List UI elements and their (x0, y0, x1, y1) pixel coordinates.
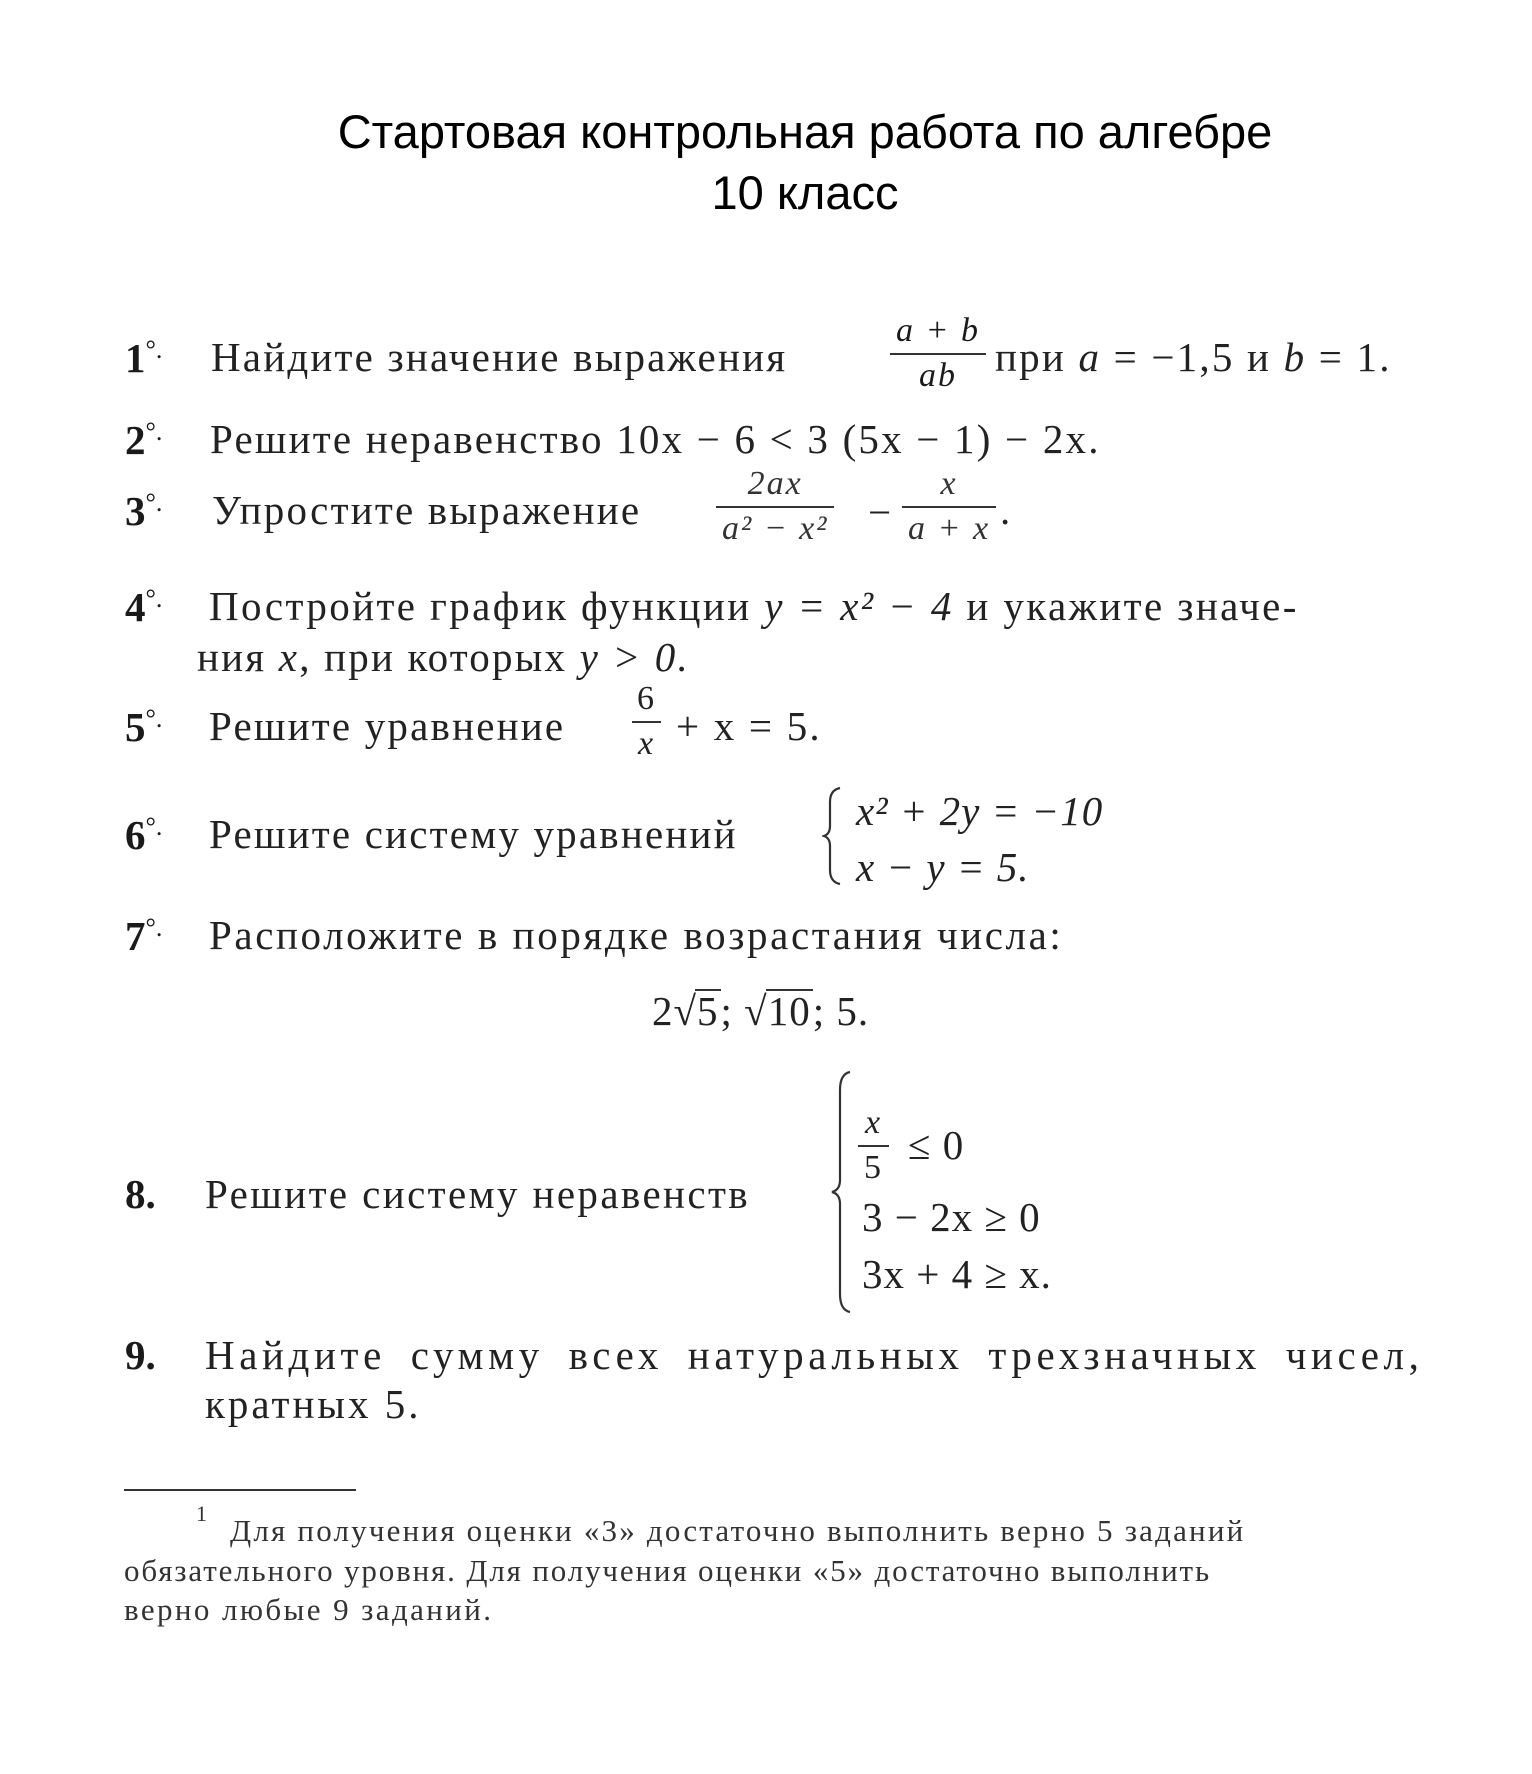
task-number (125, 1171, 156, 1217)
task-line-2: кратных 5. (205, 1381, 422, 1427)
fraction-denominator: 5 (864, 1148, 883, 1186)
task-degree-mark: °. (145, 335, 163, 364)
footnote-line-3: верно любые 9 заданий. (124, 1592, 494, 1627)
fraction-denominator: a² − x² (722, 509, 829, 547)
task-degree-mark: °. (145, 417, 163, 446)
task-number (125, 814, 162, 856)
task-number (125, 490, 162, 532)
task-number (125, 915, 162, 957)
task-text-label: Решите неравенство (210, 416, 604, 462)
radicand-2: 10 (767, 988, 811, 1034)
task-number (125, 586, 162, 628)
minus-operator: − (868, 489, 894, 535)
task-number-value: 2 (125, 417, 146, 463)
fraction-numerator: x (902, 463, 996, 508)
fraction (632, 678, 661, 765)
var-x: x (278, 634, 300, 680)
task-line-2 (197, 634, 690, 680)
task-number-value: 9 (125, 1332, 146, 1378)
system-equation-2: x − y = 5. (856, 844, 1030, 890)
separator: ; (812, 988, 826, 1034)
inequality-3: 3x + 4 ≥ x. (862, 1251, 1052, 1297)
sqrt-icon: √ (673, 988, 698, 1034)
sqrt-icon: √ (744, 988, 768, 1034)
var-a: a (1078, 334, 1102, 380)
task-number (125, 1332, 156, 1378)
task-number (125, 337, 162, 379)
task-period-mark: . (145, 1171, 156, 1217)
task-degree-mark: °. (145, 704, 163, 733)
task-text: Расположите в порядке возрастания числа: (209, 912, 1064, 958)
value-a: = −1,5 и (1101, 334, 1284, 380)
fraction-numerator: x (858, 1102, 889, 1147)
task-number-value: 3 (125, 488, 146, 534)
fraction-2 (902, 463, 996, 550)
fraction-numerator: a + b (890, 310, 986, 355)
task-text-label: Постройте график функции (209, 583, 752, 629)
task-text: Решите систему неравенств (205, 1171, 751, 1217)
inequality-2: 3 − 2x ≥ 0 (862, 1194, 1041, 1240)
footnote-line-2: обязательного уровня. Для получения оценки «5» достаточно выполнить (124, 1553, 1211, 1588)
task-degree-mark: °. (145, 584, 163, 613)
radicand-1: 5 (697, 988, 719, 1034)
task-text: Решите систему уравнений (209, 811, 738, 857)
task-number (125, 419, 162, 461)
task-condition (995, 334, 1392, 380)
task-period-mark: . (145, 1332, 156, 1378)
page-subtitle-grade: 10 класс (711, 166, 899, 219)
fraction (890, 310, 986, 397)
page-title: Стартовая контрольная работа по алгебре (337, 105, 1273, 158)
fraction-denominator: ab (918, 356, 957, 394)
condition: y > 0. (579, 634, 690, 680)
footnote-marker: 1 (196, 1501, 210, 1526)
fraction-1 (716, 463, 834, 550)
fraction (858, 1102, 889, 1189)
task-degree-mark: °. (145, 913, 163, 942)
task-degree-mark: °. (145, 488, 163, 517)
footnote-divider (124, 1489, 356, 1491)
coefficient: 2 (652, 988, 674, 1034)
task-number-value: 8 (125, 1171, 146, 1217)
task-number-value: 6 (125, 812, 146, 858)
inequality-1-tail: ≤ 0 (908, 1122, 965, 1168)
word-pri: при (995, 334, 1066, 380)
task-number-value: 4 (125, 584, 146, 630)
task-text-mid: , при которых (299, 634, 568, 680)
var-b: b (1283, 334, 1307, 380)
task-number (125, 706, 162, 748)
system-equation-1: x² + 2y = −10 (856, 788, 1104, 834)
task-number-value: 5 (125, 704, 146, 750)
function-formula: y = x² − 4 (764, 583, 954, 629)
fraction-numerator: 2ax (716, 463, 834, 508)
task-degree-mark: °. (145, 812, 163, 841)
number-five: 5. (836, 988, 870, 1034)
fraction-denominator: x (638, 724, 656, 762)
period: . (1000, 487, 1013, 533)
task-text-tail: и укажите значе- (966, 583, 1299, 629)
task-line-1 (209, 583, 1299, 629)
task-text: Упростите выражение (212, 487, 642, 533)
numbers-list (652, 989, 869, 1032)
task-text: Решите уравнение (209, 703, 566, 749)
task-number-value: 7 (125, 913, 146, 959)
left-brace-icon (822, 786, 844, 886)
left-brace-icon (830, 1070, 854, 1314)
task-line-1: Найдите сумму всех натуральных трехзначных чисел, (205, 1332, 1424, 1378)
value-b: = 1. (1306, 334, 1392, 380)
inequality-expression: 10x − 6 < 3 (5x − 1) − 2x. (616, 416, 1101, 462)
task-text: Найдите значение выражения (211, 334, 788, 380)
task-number-value: 1 (125, 335, 146, 381)
fraction-denominator: a + x (908, 509, 991, 547)
task-text (210, 416, 1101, 462)
footnote-line-1: Для получения оценки «3» достаточно выполнить верно 5 заданий (230, 1513, 1246, 1548)
separator: ; (720, 988, 733, 1034)
word-niya: ния (197, 634, 267, 680)
equation-tail: + x = 5. (676, 703, 822, 749)
fraction-numerator: 6 (632, 678, 661, 723)
